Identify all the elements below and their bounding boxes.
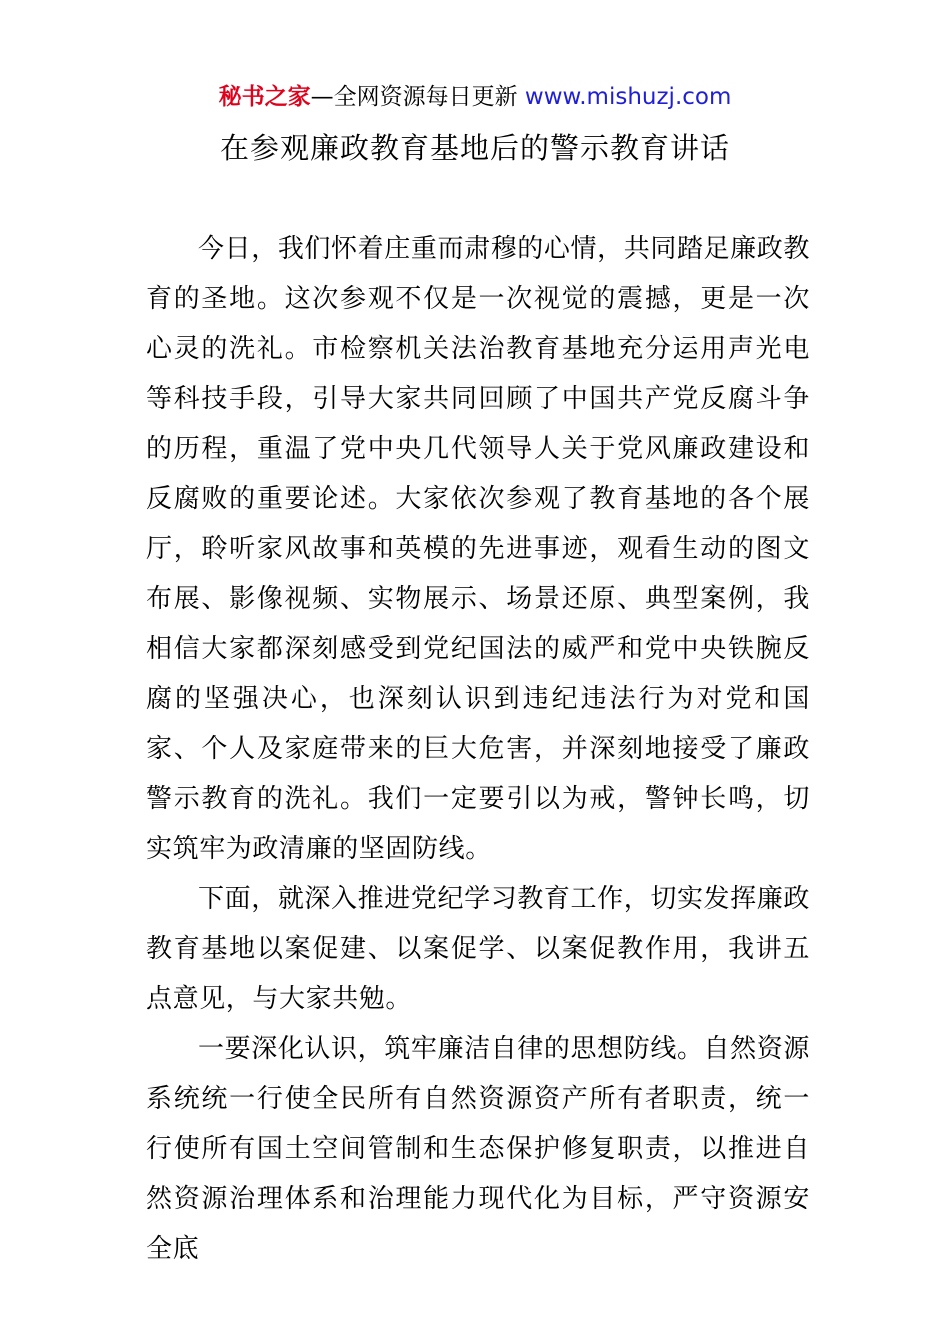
site-header bbox=[0, 80, 950, 114]
site-tagline: —全网资源每日更新 bbox=[310, 84, 518, 110]
document-body bbox=[146, 224, 810, 1274]
document-title: 在参观廉政教育基地后的警示教育讲话 bbox=[219, 131, 730, 165]
paragraph-1: 今日，我们怀着庄重而肃穆的心情，共同踏足廉政教育的圣地。这次参观不仅是一次视觉的震撼，更是一次心灵的洗礼。市检察机关法治教育基地充分运用声光电等科技手段，引导大家共同回顾了中国共产党反腐斗争的历程，重温了党中央几代领导人关于党风廉政建设和反腐败的重要论述。大家依次参观了教育基地的各个展厅，聆听家风故事和英模的先进事迹，观看生动的图文布展、影像视频、实物展示、场景还原、典型案例，我相信大家都深刻感受到党纪国法的威严和党中央铁腕反腐的坚强决心，也深刻认识到违纪违法行为对党和国家、个人及家庭带来的巨大危害，并深刻地接受了廉政警示教育的洗礼。我们一定要引以为戒，警钟长鸣，切实筑牢为政清廉的坚固防线。 bbox=[146, 234, 810, 864]
site-url-link[interactable]: www.mishuzj.com bbox=[524, 84, 732, 110]
paragraph-2: 下面，就深入推进党纪学习教育工作，切实发挥廉政教育基地以案促建、以案促学、以案促教作用，我讲五点意见，与大家共勉。 bbox=[146, 884, 810, 1014]
site-brand: 秘书之家 bbox=[218, 84, 311, 110]
paragraph-3: 一要深化认识，筑牢廉洁自律的思想防线。自然资源系统统一行使全民所有自然资源资产所有者职责，统一行使所有国土空间管制和生态保护修复职责，以推进自然资源治理体系和治理能力现代化为目标，严守资源安全底 bbox=[146, 1034, 810, 1264]
